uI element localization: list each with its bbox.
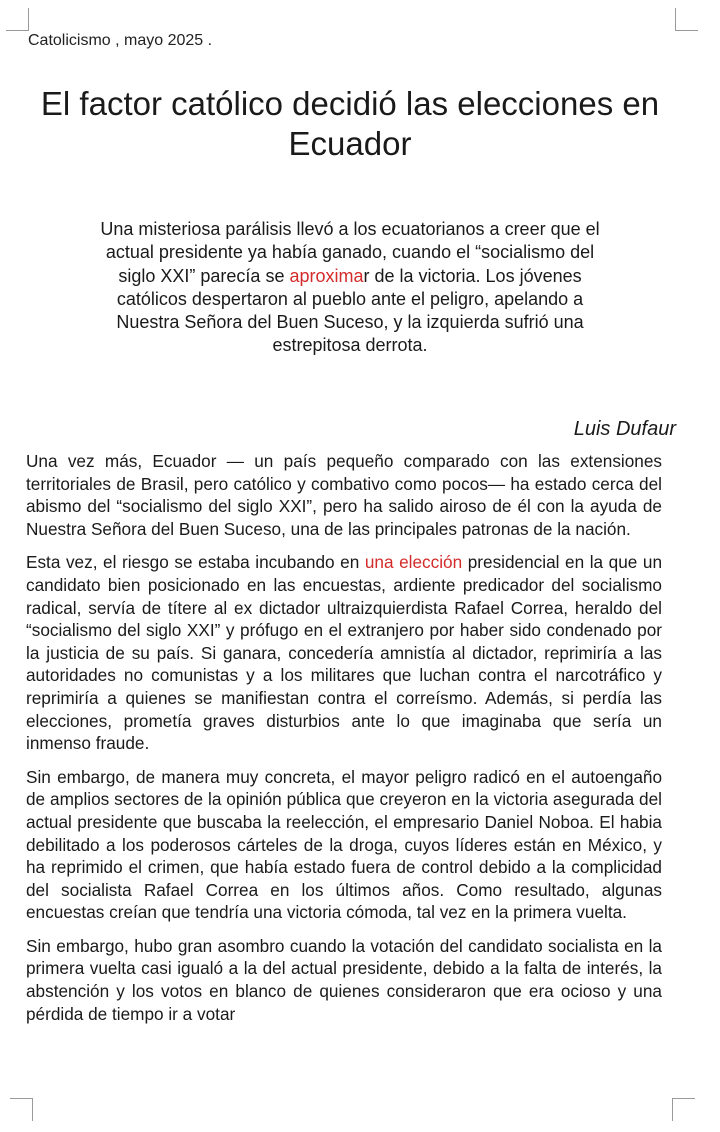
summary-highlight: aproxima: [289, 265, 364, 286]
paragraph-2-start: Esta vez, el riesgo se estaba incubando en: [26, 552, 365, 573]
summary-text-end: r de la victoria. Los jóvenes católicos despertaron al pueblo ante el peligro, apelando a Nuestra Señora del Buen Suceso, y la izquierda sufrió una estrepitosa derrota.: [116, 265, 584, 356]
article-summary: [96, 218, 604, 358]
publication-header: Catolicismo , mayo 2025 .: [28, 32, 213, 49]
paragraph-2-end: presidencial en la que un candidato bien posicionado en las encuestas, ardiente predicador del socialismo radical, servía de títere al ex dictador ultraizquierdista Rafael Correa, heraldo del “socialismo del siglo XXI” y prófugo en el extranjero por haber sido condenado por la justicia de su país. Si ganara, concedería amnistía al dictador, reprimiría a las autoridades no comunistas y a los militares que luchan contra el narcotráfico y reprimiría a quienes se manifiestan contra el correísmo. Además, si perdía las elecciones, prometía graves disturbios ante lo que imaginaba que sería un inmenso fraude.: [26, 552, 662, 754]
paragraph-3: Sin embargo, de manera muy concreta, el mayor peligro radicó en el autoengaño de amplios sectores de la opinión pública que creyeron en la victoria asegurada del actual presidente que buscaba la reelección, el empresario Daniel Noboa. El habia debilitado a los poderosos cárteles de la droga, cuyos líderes están en México, y ha reprimido el crimen, que había estado fuera de control debido a la complicidad del socialista Rafael Correa en los últimos años. Como resultado, algunas encuestas creían que tendría una victoria cómoda, tal vez en la primera vuelta.: [26, 766, 662, 923]
paragraph-4: Sin embargo, hubo gran asombro cuando la votación del candidato socialista en la primera vuelta casi igualó a la del actual presidente, debido a la falta de interés, la abstención y los votos en blanco de quienes consideraron que era ocioso y una pérdida de tiempo ir a votar: [26, 935, 662, 1024]
crop-mark-bottom-left: [10, 1098, 33, 1121]
paragraph-2: [26, 551, 662, 754]
summary-text-start: Una misteriosa parálisis llevó a los ecuatorianos a creer que el actual presidente ya había ganado, cuando el “socialismo del siglo XXI” parecía se: [100, 219, 600, 286]
crop-mark-top-right: [675, 8, 698, 31]
article-body: [26, 450, 662, 1025]
paragraph-1: Una vez más, Ecuador — un país pequeño comparado con las extensiones territoriales de Brasil, pero católico y combativo como pocos— ha estado cerca del abismo del “socialismo del siglo XXI”, pero ha salido airoso de él con la ayuda de Nuestra Señora del Buen Suceso, una de las principales patronas de la nación.: [26, 451, 662, 539]
crop-mark-bottom-right: [672, 1098, 695, 1121]
crop-mark-top-left: [6, 8, 29, 31]
election-link[interactable]: una elección: [364, 552, 463, 573]
article-title: El factor católico decidió las elecciones en Ecuador: [40, 85, 660, 162]
article-author: Luis Dufaur: [573, 418, 676, 440]
